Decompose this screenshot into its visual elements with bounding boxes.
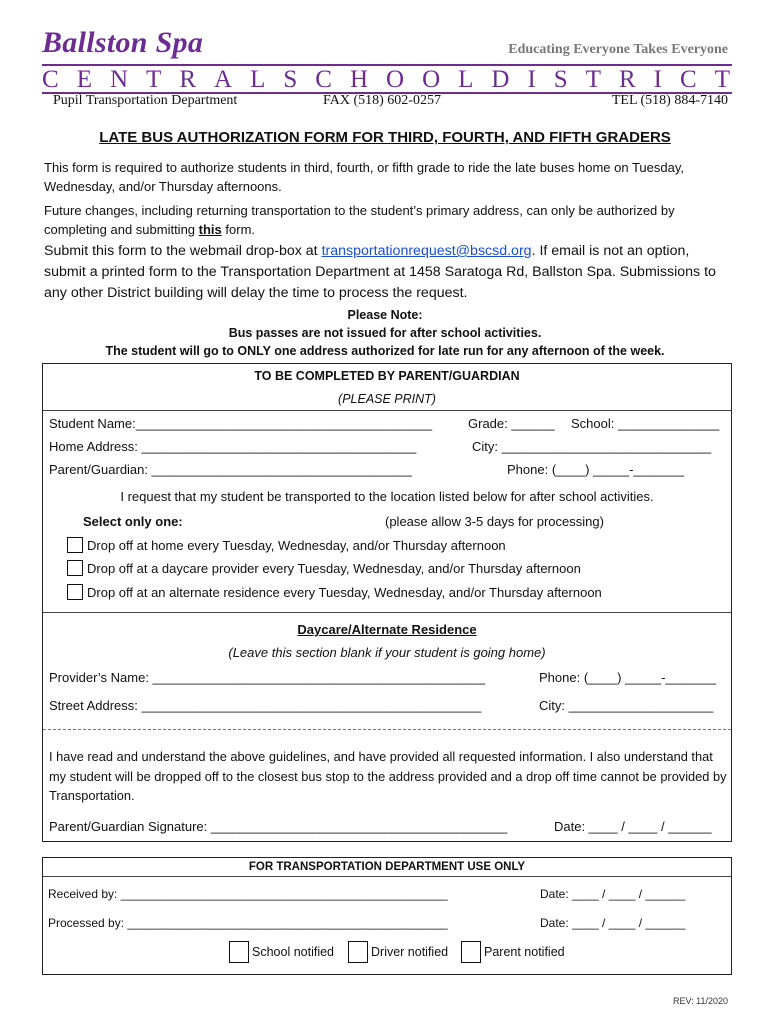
fax-number: FAX (518) 602-0257 [323,93,441,108]
intro-2-text: Future changes, including returning transportation to the student’s primary address, can only be authorized by completing and submitting [44,203,675,237]
request-statement: I request that my student be transported to the location listed below for after school activities. [120,489,654,504]
district-letter: S [283,66,298,93]
daycare-heading: Daycare/Alternate Residence [297,622,477,637]
district-letter: H [349,66,368,93]
district-letter: L [250,66,266,93]
provider-phone-field[interactable]: Phone: (____) _____-_______ [539,670,717,685]
parent-heading-divider [43,410,731,411]
parent-guardian-field[interactable]: Parent/Guardian: ____________________________________ [49,462,412,477]
district-letter: I [653,66,662,93]
note-title: Please Note: [347,308,423,322]
grade-field[interactable]: Grade: ______ [468,416,555,431]
parent-section-heading: TO BE COMPLETED BY PARENT/GUARDIAN [254,369,520,383]
agreement-statement: I have read and understand the above guidelines, and have provided all requested information. I also understand that my student will be dropped off to the closest bus stop to the address provided and a drop off time cannot be provided by Transportation. [49,749,727,803]
option-alternate-label: Drop off at an alternate residence every Tuesday, Wednesday, and/or Thursday afternoon [87,584,602,600]
signature-date-field[interactable]: Date: ____ / ____ / ______ [554,819,712,834]
department-section-heading: FOR TRANSPORTATION DEPARTMENT USE ONLY [248,861,526,873]
option-daycare[interactable] [67,560,581,576]
parent-notified-check[interactable] [461,941,565,963]
department-heading-divider [43,876,731,877]
note-line-2: The student will go to ONLY one address authorized for late run for any afternoon of the week. [105,344,665,358]
parent-notified-checkbox[interactable] [461,941,481,963]
district-letter: T [714,66,730,93]
student-name-field[interactable]: Student Name:_________________________________________ [49,416,433,431]
form-title: LATE BUS AUTHORIZATION FORM FOR THIRD, FOURTH, AND FIFTH GRADERS [99,129,671,146]
district-letter: T [146,66,162,93]
street-address-field[interactable]: Street Address: _______________________________________________ [49,698,482,713]
school-notified-checkbox[interactable] [229,941,249,963]
agreement-divider [43,729,731,730]
district-tagline: Educating Everyone Takes Everyone [508,42,728,57]
parent-signature-field[interactable]: Parent/Guardian Signature: _________________________________________ [49,819,508,834]
option-home-label: Drop off at home every Tuesday, Wednesday, and/or Thursday afternoon [87,537,506,553]
district-name [42,66,730,94]
school-field[interactable]: School: ______________ [571,416,720,431]
district-letter: O [386,66,405,93]
district-letter: R [618,66,636,93]
district-letter: E [76,66,92,93]
department-name: Pupil Transportation Department [53,93,238,108]
district-letter: C [42,66,59,93]
intro-paragraph-2 [44,201,728,239]
option-home[interactable] [67,537,506,553]
option-alternate[interactable] [67,584,602,600]
city-field[interactable]: City: _____________________________ [472,439,712,454]
intro-2-end: form. [221,222,256,237]
district-logo-text: Ballston Spa [42,26,204,59]
processed-date-field[interactable]: Date: ____ / ____ / ______ [540,916,686,930]
option-daycare-label: Drop off at a daycare provider every Tuesday, Wednesday, and/or Thursday afternoon [87,560,581,576]
phone-field[interactable]: Phone: (____) _____-_______ [507,462,685,477]
select-only-one-label: Select only one: [83,514,183,529]
district-letter: I [527,66,536,93]
driver-notified-check[interactable] [348,941,448,963]
district-letter: O [422,66,441,93]
driver-notified-checkbox[interactable] [348,941,368,963]
processed-by-field[interactable]: Processed by: ________________________________________________ [48,916,448,930]
option-home-checkbox[interactable] [67,537,83,553]
district-letter: D [491,66,510,93]
provider-city-field[interactable]: City: ____________________ [539,698,714,713]
district-letter: C [680,66,697,93]
district-letter: N [109,66,129,93]
parent-notified-label: Parent notified [484,945,565,959]
submit-text: Submit this form to the webmail drop-box at [44,243,322,259]
driver-notified-label: Driver notified [371,945,449,959]
email-link[interactable]: transportationrequest@bscsd.org [321,243,532,259]
school-notified-label: School notified [252,945,335,959]
note-line-1: Bus passes are not issued for after school activities. [228,326,542,340]
submit-text-end: . If email is not an option, submit a printed form to the Transportation Department at 1458 Saratoga Rd, Ballston Spa. Submissions to any other District building will delay the time to process the request. [44,243,716,301]
intro-2-emphasis: this [198,222,222,237]
school-notified-check[interactable] [229,941,334,963]
district-letter: C [315,66,332,93]
tel-number: TEL (518) 884-7140 [611,93,728,108]
received-date-field[interactable]: Date: ____ / ____ / ______ [540,887,686,901]
district-letter: L [458,66,474,93]
provider-name-field[interactable]: Provider’s Name: ______________________________________________ [49,670,486,685]
processing-time-note: (please allow 3-5 days for processing) [385,514,604,529]
submit-paragraph [44,241,734,304]
option-daycare-checkbox[interactable] [67,560,83,576]
daycare-divider [43,612,731,613]
option-alternate-checkbox[interactable] [67,584,83,600]
daycare-subheading: (Leave this section blank if your student is going home) [228,645,546,660]
intro-paragraph-1: This form is required to authorize students in third, fourth, or fifth grade to ride the late buses home on Tuesday, Wednesday, and/or Thursday afternoons. [44,160,684,194]
please-print-label: (PLEASE PRINT) [338,392,436,406]
district-letter: R [179,66,196,93]
home-address-field[interactable]: Home Address: ______________________________________ [49,439,417,454]
revision-label: REV: 11/2020 [672,996,728,1006]
district-letter: T [585,66,601,93]
received-by-field[interactable]: Received by: _________________________________________________ [48,887,448,901]
district-letter: A [214,66,233,93]
district-letter: S [553,66,568,93]
